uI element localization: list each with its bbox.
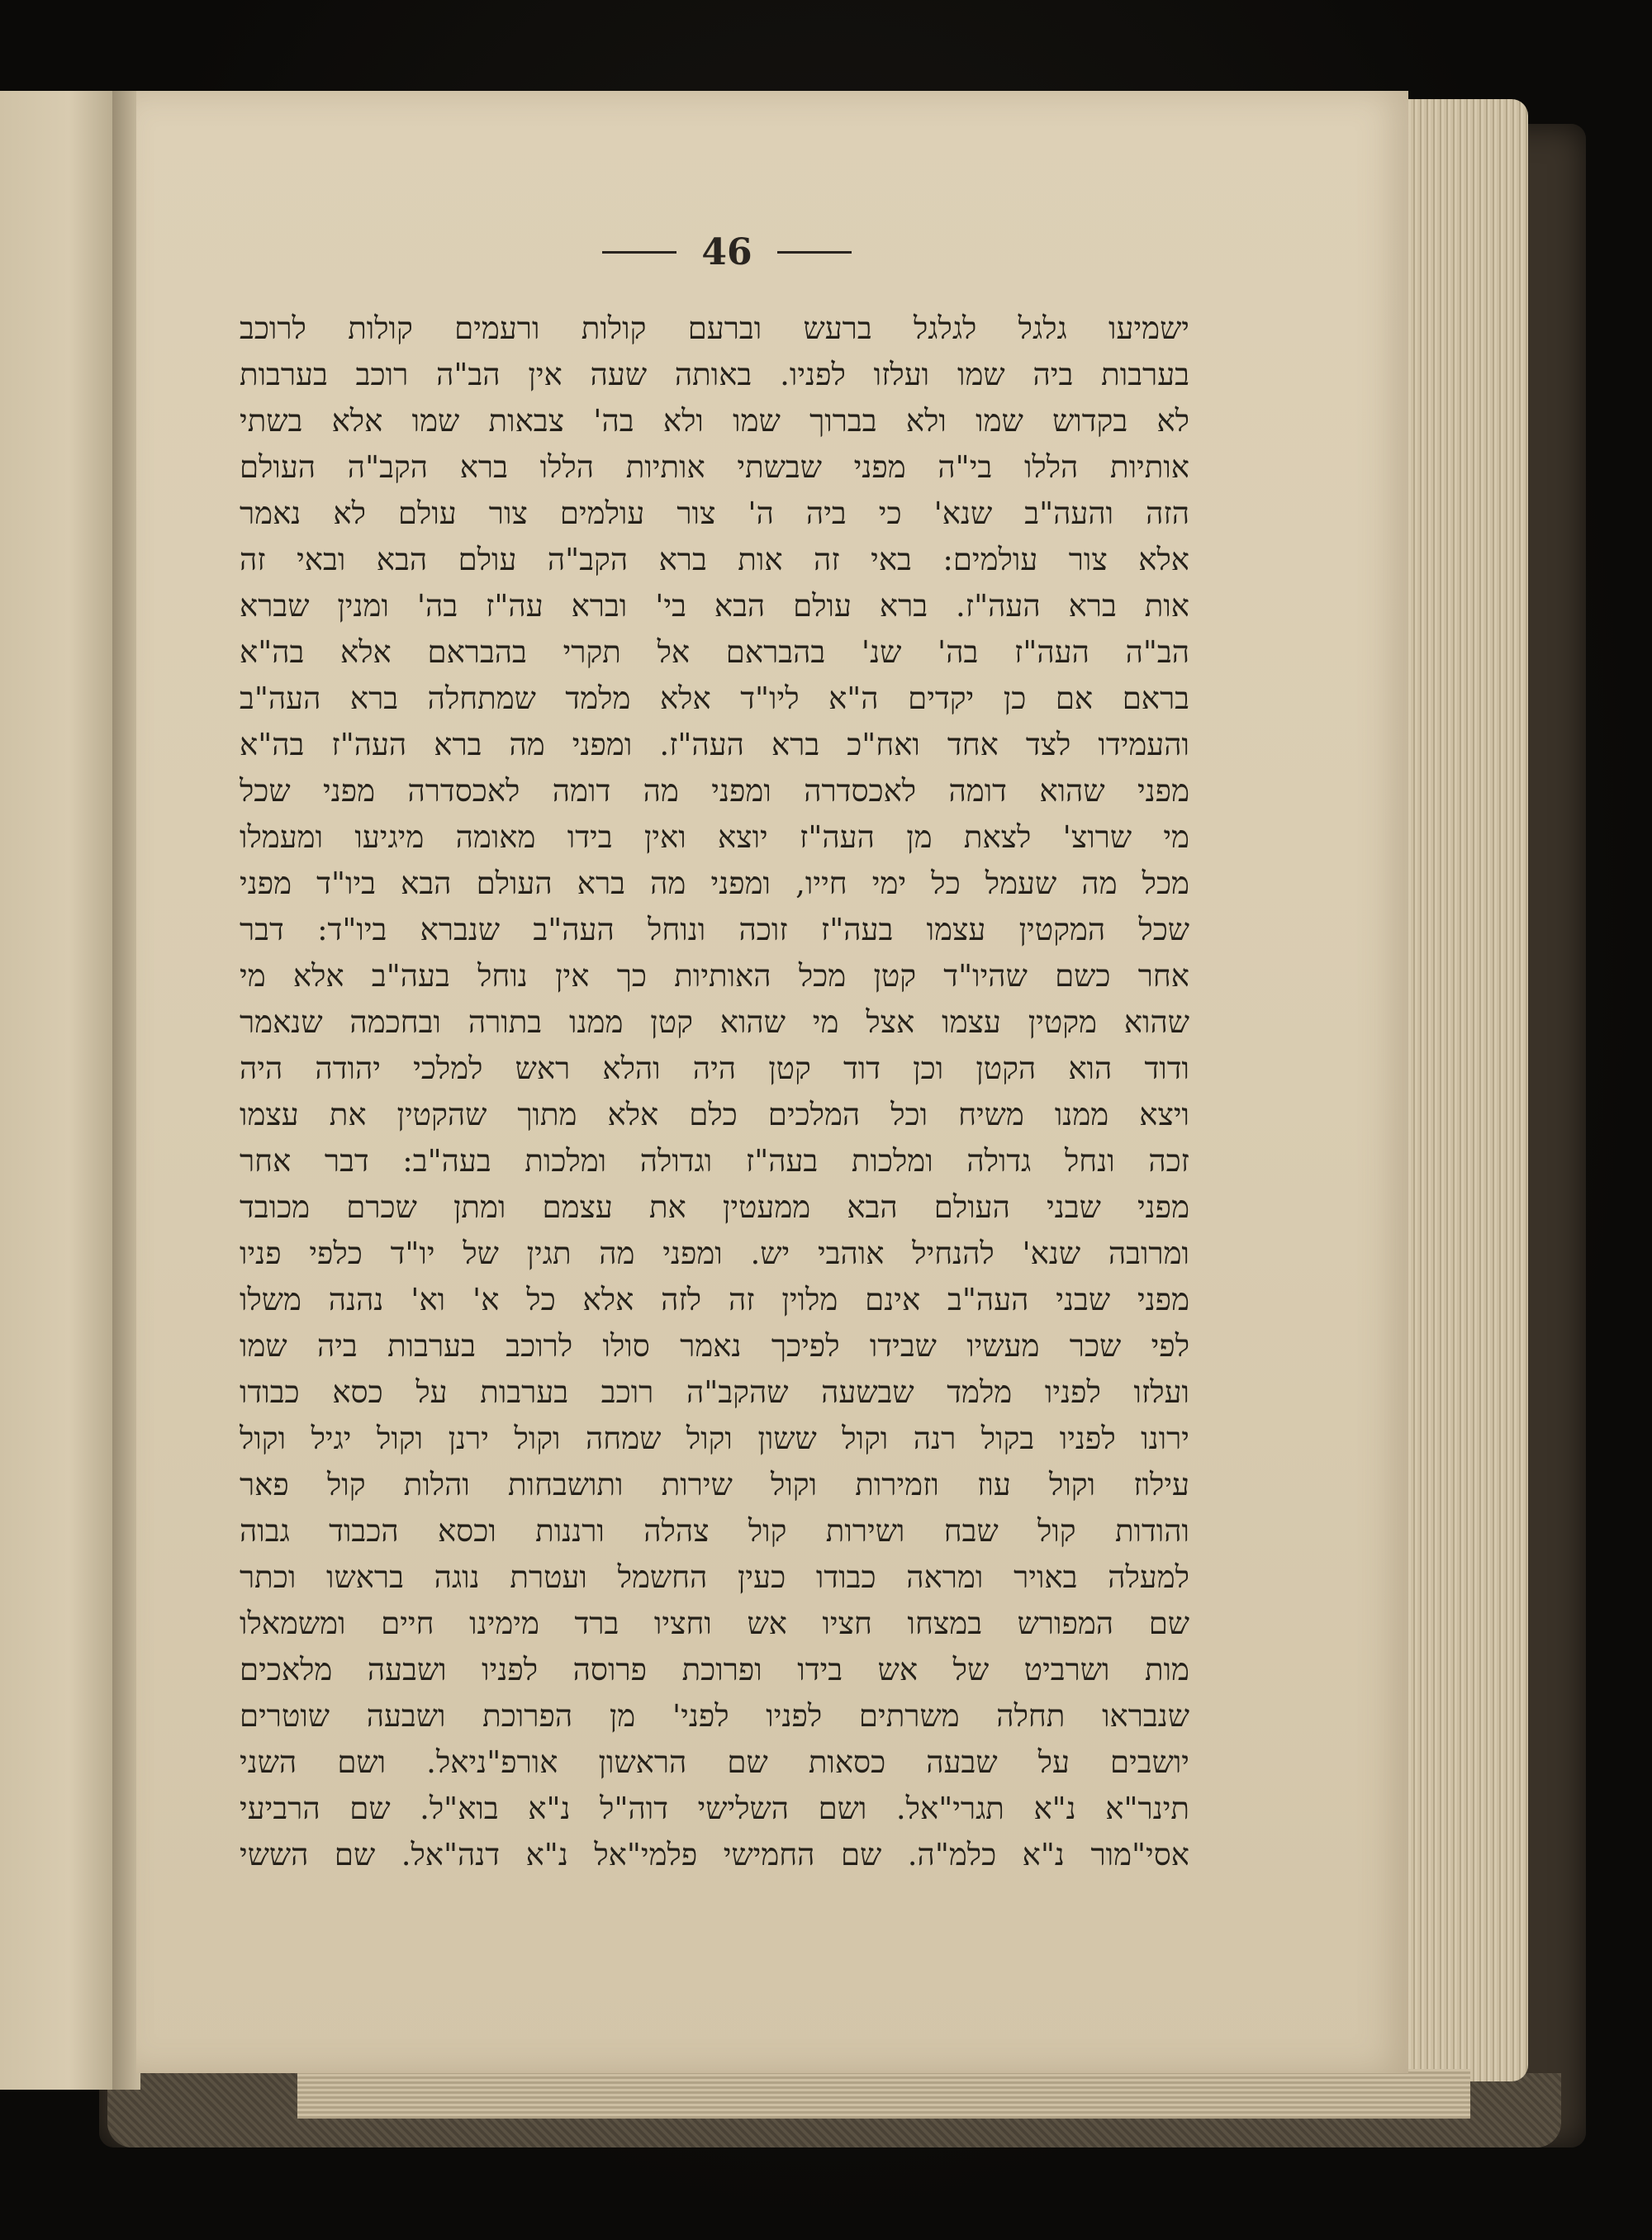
text-line: מפני שבני העה"ב אינם מלוין זה לזה אלא כל א' וא' נהנה משלו — [240, 1282, 1189, 1317]
text-line: מות ושרביט של אש בידו ופרוכת פרוסה לפניו ושבעה מלאכים — [240, 1652, 1189, 1687]
page-number: 46 — [701, 230, 752, 273]
page-edges-bottom — [297, 2069, 1470, 2119]
text-line: ויצא ממנו משיח וכל המלכים כלם אלא מתוך שהקטין את עצמו — [240, 1097, 1189, 1132]
text-line: ועלזו לפניו מלמד שבשעה שהקב"ה רוכב בערבות על כסא כבודו — [240, 1374, 1189, 1410]
text-line: לא בקדוש שמו ולא בברוך שמו ולא בה' צבאות שמו אלא בשתי — [240, 403, 1189, 439]
page-header — [578, 227, 876, 277]
header-dash-right — [777, 251, 852, 254]
text-line: זכה ונחל גדולה ומלכות בעה"ז וגדולה ומלכות בעה"ב: דבר אחר — [240, 1143, 1189, 1179]
text-line: שנבראו תחלה משרתים לפניו לפני' מן הפרוכת ושבעה שוטרים — [240, 1698, 1189, 1734]
text-line: ודוד הוא הקטן וכן דוד קטן היה והלא ראש למלכי יהודה היה — [240, 1051, 1189, 1086]
text-line: שהוא מקטין עצמו אצל מי שהוא קטן ממנו בתורה ובחכמה שנאמר — [240, 1004, 1189, 1040]
header-dash-left — [602, 251, 676, 254]
text-line: לפי שכר מעשיו שבידו לפיכך נאמר סולו לרוכב בערבות ביה שמו — [240, 1328, 1189, 1364]
text-line: מפני שבני העולם הבא ממעטין את עצמם ומתן שכרם מכובד — [240, 1189, 1189, 1225]
text-line: אות ברא העה"ז. ברא עולם הבא בי' וברא עה"ז בה' ומנין שברא — [240, 588, 1189, 624]
text-line: ומרובה שנא' להנחיל אוהבי יש. ומפני מה תגין של יו"ד כלפי פניו — [240, 1236, 1189, 1271]
page-edges-right — [1404, 99, 1528, 2081]
text-line: ירונו לפניו בקול רנה וקול ששון וקול שמחה וקול ירנן וקול יגיל וקול — [240, 1421, 1189, 1456]
text-line: עילוז וקול עוז וזמירות וקול שירות ותושבחות והלות קול פאר — [240, 1467, 1189, 1502]
text-line: הזה והעה"ב שנא' כי ביה ה' צור עולמים צור עולם לא נאמר — [240, 496, 1189, 531]
text-line: אסי"מור נ"א כלמ"ה. שם החמישי פלמי"אל נ"א דנה"אל. שם הששי — [240, 1837, 1189, 1872]
text-line: יושבים על שבעה כסאות שם הראשון אורפ"ניאל. ושם השני — [240, 1744, 1189, 1780]
left-page-edge — [0, 91, 119, 2090]
text-line: והודות קול שבח ושירות קול צהלה ורננות וכסא הכבוד גבוה — [240, 1513, 1189, 1549]
text-line: אחר כשם שהיו"ד קטן מכל האותיות כך אין נוחל בעה"ב אלא מי — [240, 958, 1189, 994]
text-line: מפני שהוא דומה לאכסדרה ומפני מה דומה לאכסדרה מפני שכל — [240, 773, 1189, 809]
text-line: אותיות הללו בי"ה מפני שבשתי אותיות הללו ברא הקב"ה העולם — [240, 449, 1189, 485]
text-line: בערבות ביה שמו ועלזו לפניו. באותה שעה אין הב"ה רוכב בערבות — [240, 357, 1189, 392]
text-line: בראם אם כן יקדים ה"א ליו"ד אלא מלמד שמתחלה ברא העה"ב — [240, 681, 1189, 716]
text-line: שם המפורש במצחו חציו אש וחציו ברד מימינו חיים ומשמאלו — [240, 1606, 1189, 1641]
text-line: תינר"א נ"א תגרי"אל. ושם השלישי דוה"ל נ"א בוא"ל. שם הרביעי — [240, 1791, 1189, 1826]
text-line: ישמיעו גלגל לגלגל ברעש וברעם קולות ורעמים קולות לרוכב — [240, 311, 1189, 346]
text-line: הב"ה העה"ז בה' שנ' בהבראם אל תקרי בהבראם אלא בה"א — [240, 634, 1189, 670]
hebrew-text-block — [240, 306, 1189, 1872]
text-line: והעמידו לצד אחד ואח"כ ברא העה"ז. ומפני מה ברא העה"ז בה"א — [240, 727, 1189, 762]
text-line: למעלה באויר ומראה כבודו כעין החשמל ועטרת נוגה בראשו וכתר — [240, 1559, 1189, 1595]
text-line: אלא צור עולמים: באי זה אות ברא הקב"ה עולם הבא ובאי זה — [240, 542, 1189, 577]
text-line: מי שרוצ' לצאת מן העה"ז יוצא ואין בידו מאומה מיגיעו ומעמלו — [240, 819, 1189, 855]
text-line: מכל מה שעמל כל ימי חייו, ומפני מה ברא העולם הבא ביו"ד מפני — [240, 866, 1189, 901]
text-line: שכל המקטין עצמו בעה"ז זוכה ונוחל העה"ב שנברא ביו"ד: דבר — [240, 912, 1189, 947]
